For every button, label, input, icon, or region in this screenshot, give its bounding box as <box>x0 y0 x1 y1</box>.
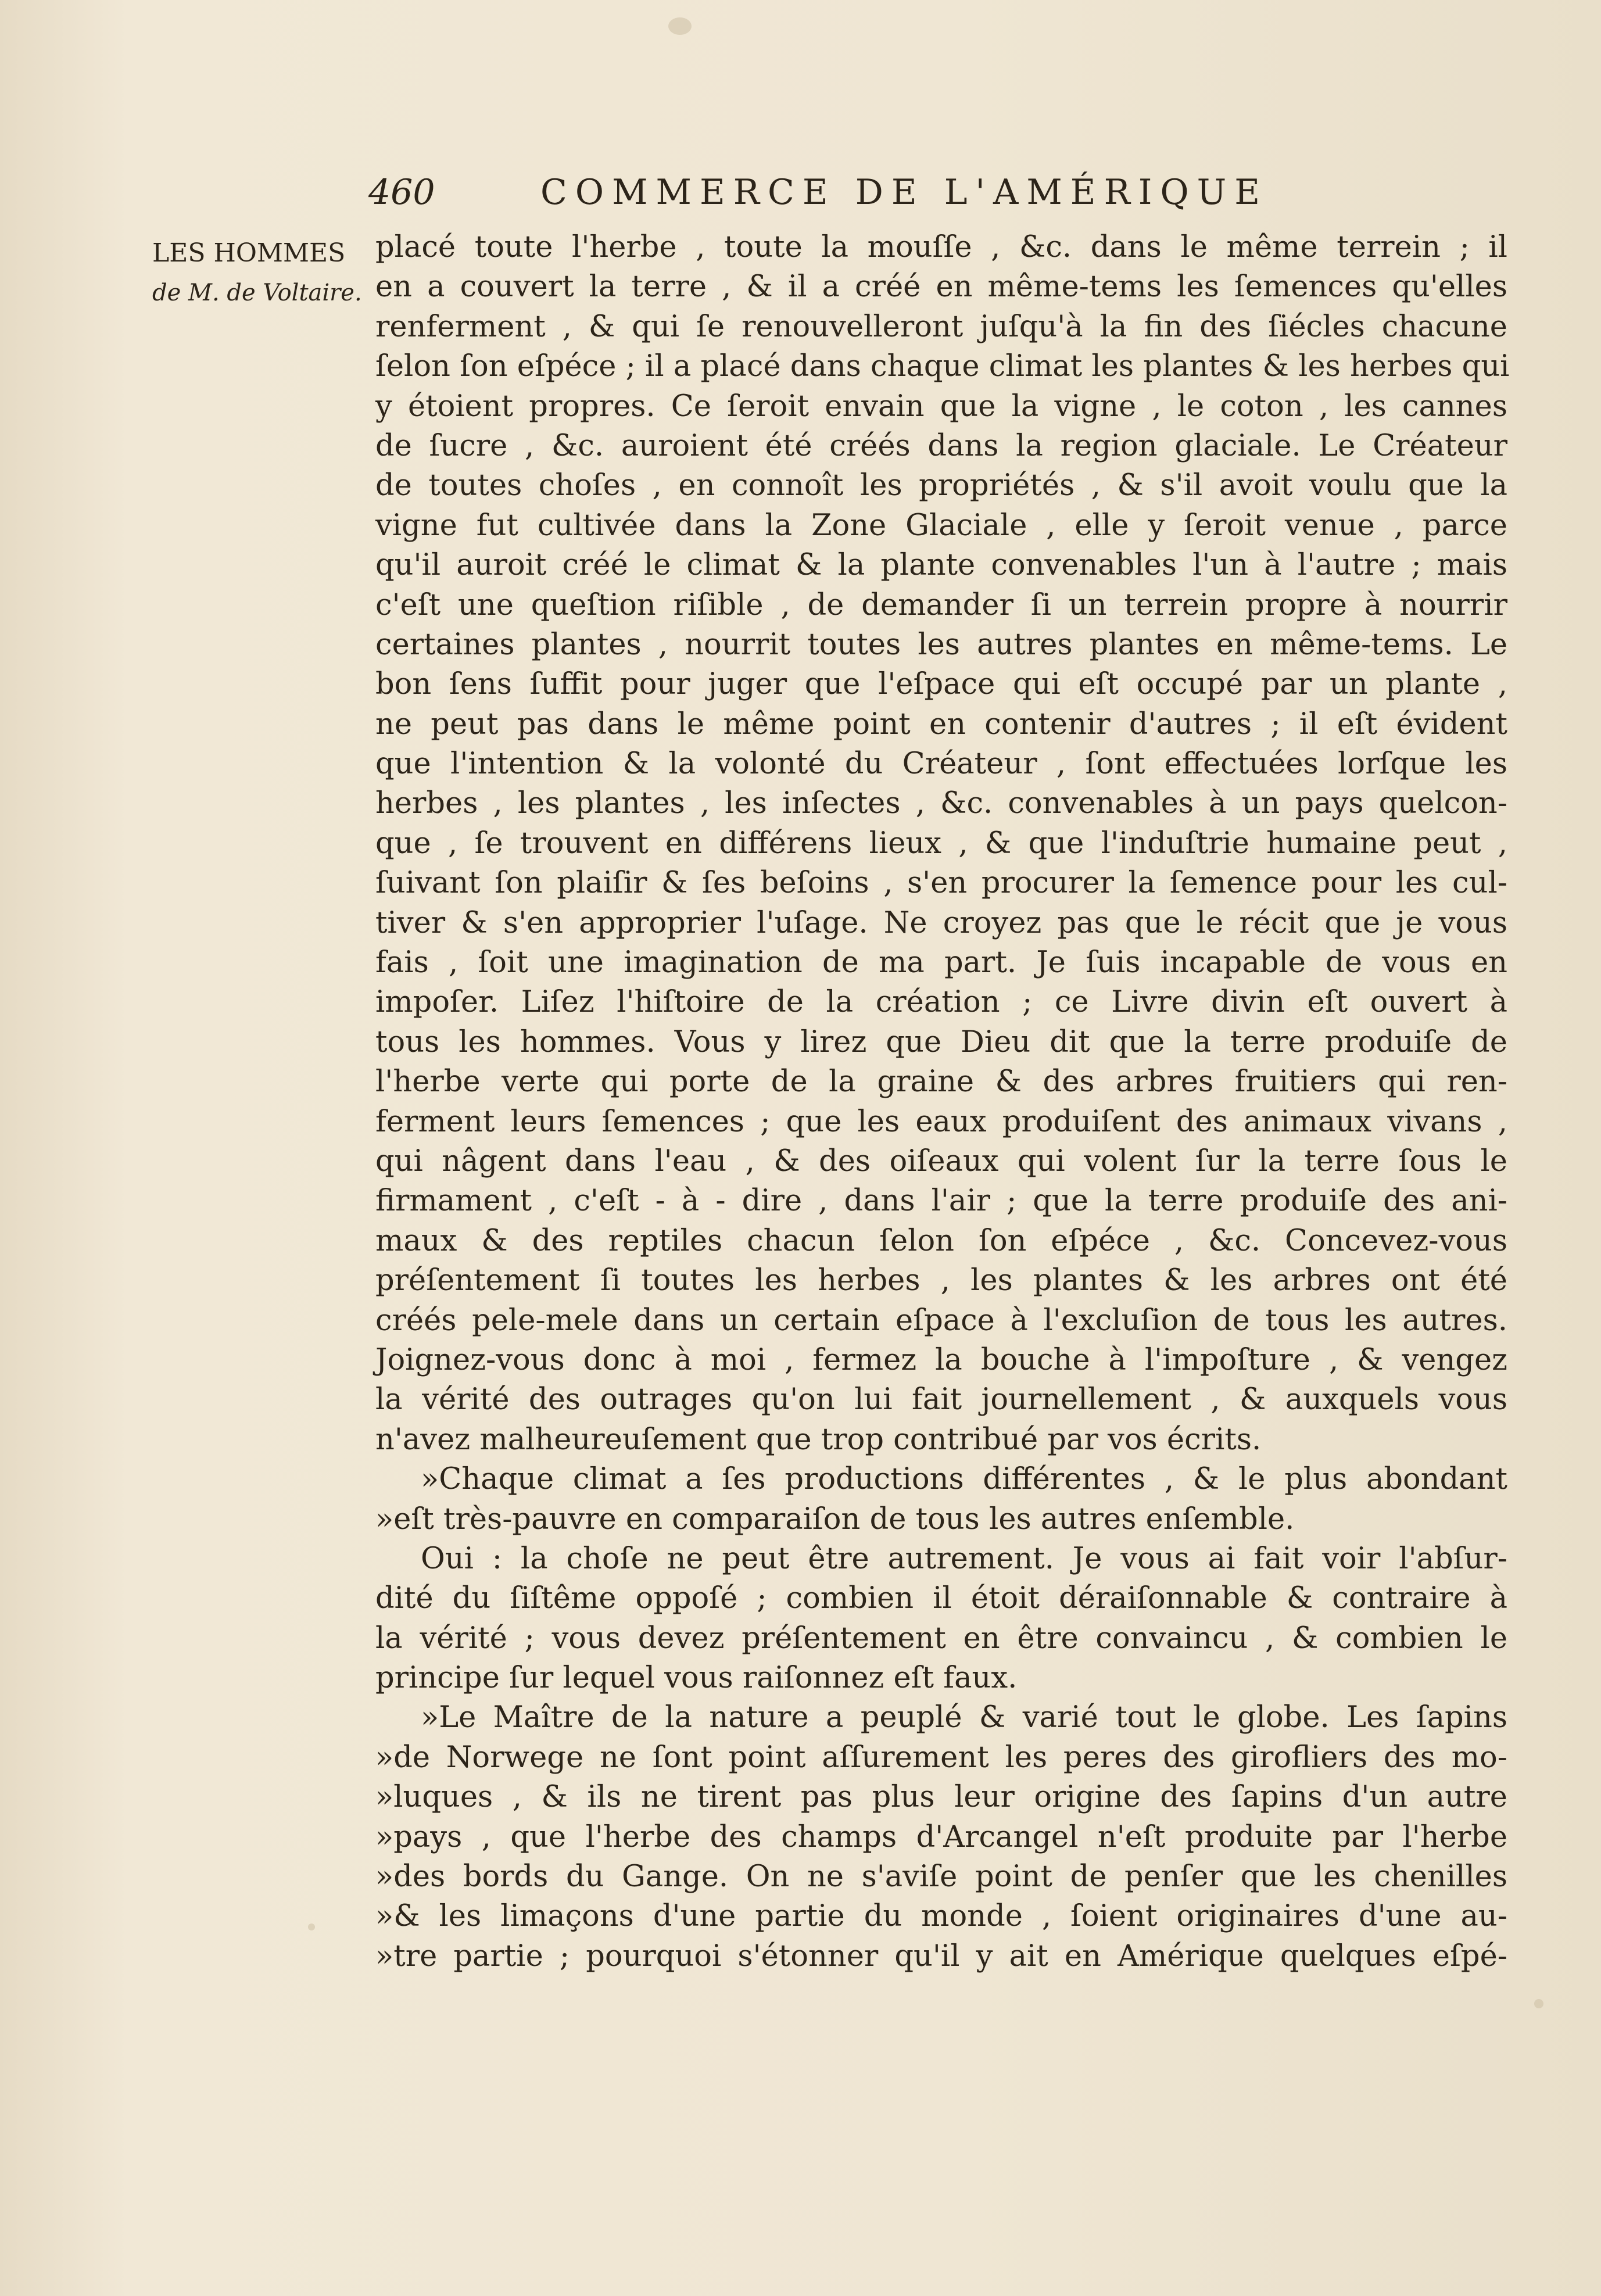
page-number: 460 <box>368 172 435 213</box>
margin-note <box>152 234 379 313</box>
text-line: »de Norwege ne ſont point aſſurement les peres des girofliers des mo- <box>375 1740 1507 1775</box>
text-line: vigne fut cultivée dans la Zone Glaciale , elle y ſeroit venue , parce <box>375 508 1507 543</box>
text-line: qu'il auroit créé le climat & la plante convenables l'un à l'autre ; mais <box>375 548 1507 583</box>
text-line: la vérité ; vous devez préſentement en être convaincu , & combien le <box>375 1621 1507 1656</box>
text-line: fais , ſoit une imagination de ma part. Je ſuis incapable de vous en <box>375 945 1507 980</box>
text-line: maux & des reptiles chacun ſelon ſon eſpéce , &c. Concevez-vous <box>375 1223 1507 1258</box>
text-line: l'herbe verte qui porte de la graine & des arbres fruitiers qui ren- <box>375 1065 1507 1099</box>
text-line: créés pele-mele dans un certain eſpace à l'excluſion de tous les autres. <box>375 1303 1507 1338</box>
text-line: »pays , que l'herbe des champs d'Arcangel n'eſt produite par l'herbe <box>375 1819 1507 1854</box>
text-line: »eſt très-pauvre en comparaiſon de tous les autres enſemble. <box>375 1502 1295 1536</box>
text-line: »des bords du Gange. On ne s'aviſe point de penſer que les chenilles <box>375 1860 1507 1894</box>
text-line: que , ſe trouvent en différens lieux , & que l'induſtrie humaine peut , <box>375 826 1507 861</box>
text-line: renferment , & qui ſe renouvelleront juſqu'à la fin des ſiécles chacune <box>375 309 1507 344</box>
text-line: que l'intention & la volonté du Créateur , ſont effectuées lorſque les <box>375 747 1507 782</box>
text-line: ne peut pas dans le même point en contenir d'autres ; il eſt évident <box>375 707 1507 742</box>
margin-note-subtitle: de M. de Voltaire. <box>152 280 362 306</box>
text-line: qui nâgent dans l'eau , & des oiſeaux qui volent ſur la terre ſous le <box>375 1144 1507 1179</box>
paper-stain <box>1534 1999 1543 2008</box>
text-line: préſentement ſi toutes les herbes , les plantes & les arbres ont été <box>375 1263 1507 1298</box>
text-line: ſuivant ſon plaiſir & ſes beſoins , s'en procurer la ſemence pour les cul- <box>375 866 1507 901</box>
page-header <box>366 166 1331 219</box>
text-line: certaines plantes , nourrit toutes les autres plantes en même-tems. Le <box>375 627 1507 662</box>
text-line: y étoient propres. Ce ſeroit envain que la vigne , le coton , les cannes <box>375 389 1507 424</box>
text-line: ſelon ſon eſpéce ; il a placé dans chaque climat les plantes & les herbes qui <box>375 349 1510 384</box>
text-line: tous les hommes. Vous y lirez que Dieu dit que la terre produiſe de <box>375 1025 1507 1059</box>
text-line: en a couvert la terre , & il a créé en même-tems les ſemences qu'elles <box>375 270 1507 305</box>
text-line: n'avez malheureuſement que trop contribué par vos écrits. <box>375 1422 1262 1457</box>
text-line: bon ſens ſuffit pour juger que l'eſpace qui eſt occupé par un plante , <box>375 667 1507 702</box>
text-line: »luques , & ils ne tirent pas plus leur origine des ſapins d'un autre <box>375 1780 1507 1815</box>
text-line: de toutes choſes , en connoît les propriétés , & s'il avoit voulu que la <box>375 468 1507 503</box>
text-line: »Chaque climat a ſes productions différentes , & le plus abondant <box>421 1462 1507 1497</box>
text-line: »& les limaçons d'une partie du monde , ſoient originaires d'une au- <box>375 1899 1507 1934</box>
text-line: placé toute l'herbe , toute la mouſſe , &c. dans le même terrein ; il <box>375 230 1507 264</box>
text-line: Joignez-vous donc à moi , fermez la bouche à l'impoſture , & vengez <box>375 1342 1507 1377</box>
text-line: impoſer. Liſez l'hiſtoire de la création ; ce Livre divin eſt ouvert à <box>375 985 1507 1020</box>
text-line: Oui : la choſe ne peut être autrement. Je vous ai fait voir l'abſur- <box>421 1541 1507 1576</box>
paper-stain <box>308 1924 315 1930</box>
text-line: herbes , les plantes , les inſectes , &c. convenables à un pays quelcon- <box>375 786 1507 821</box>
text-line: »Le Maître de la nature a peuplé & varié tout le globe. Les ſapins <box>421 1700 1507 1735</box>
text-line: firmament , c'eſt - à - dire , dans l'air ; que la terre produiſe des ani- <box>375 1184 1507 1219</box>
text-line: c'eſt une queſtion riſible , de demander ſi un terrein propre à nourrir <box>375 588 1507 622</box>
text-line: principe ſur lequel vous raiſonnez eſt faux. <box>375 1661 1018 1696</box>
paper-stain <box>668 17 692 35</box>
text-line: »tre partie ; pourquoi s'étonner qu'il y ait en Amérique quelques eſpé- <box>375 1939 1507 1973</box>
text-line: la vérité des outrages qu'on lui fait journellement , & auxquels vous <box>375 1382 1507 1417</box>
margin-note-title: LES HOMMES <box>152 238 346 268</box>
text-line: ferment leurs ſemences ; que les eaux produiſent des animaux vivans , <box>375 1104 1507 1139</box>
text-line: dité du ſiſtême oppoſé ; combien il étoit déraiſonnable & contraire à <box>375 1581 1507 1616</box>
text-line: tiver & s'en approprier l'uſage. Ne croyez pas que le récit que je vous <box>375 905 1507 940</box>
text-line: de ſucre , &c. auroient été créés dans la region glaciale. Le Créateur <box>375 428 1507 463</box>
body-text <box>375 228 1510 1976</box>
running-title: COMMERCE DE L'AMÉRIQUE <box>540 172 1269 213</box>
